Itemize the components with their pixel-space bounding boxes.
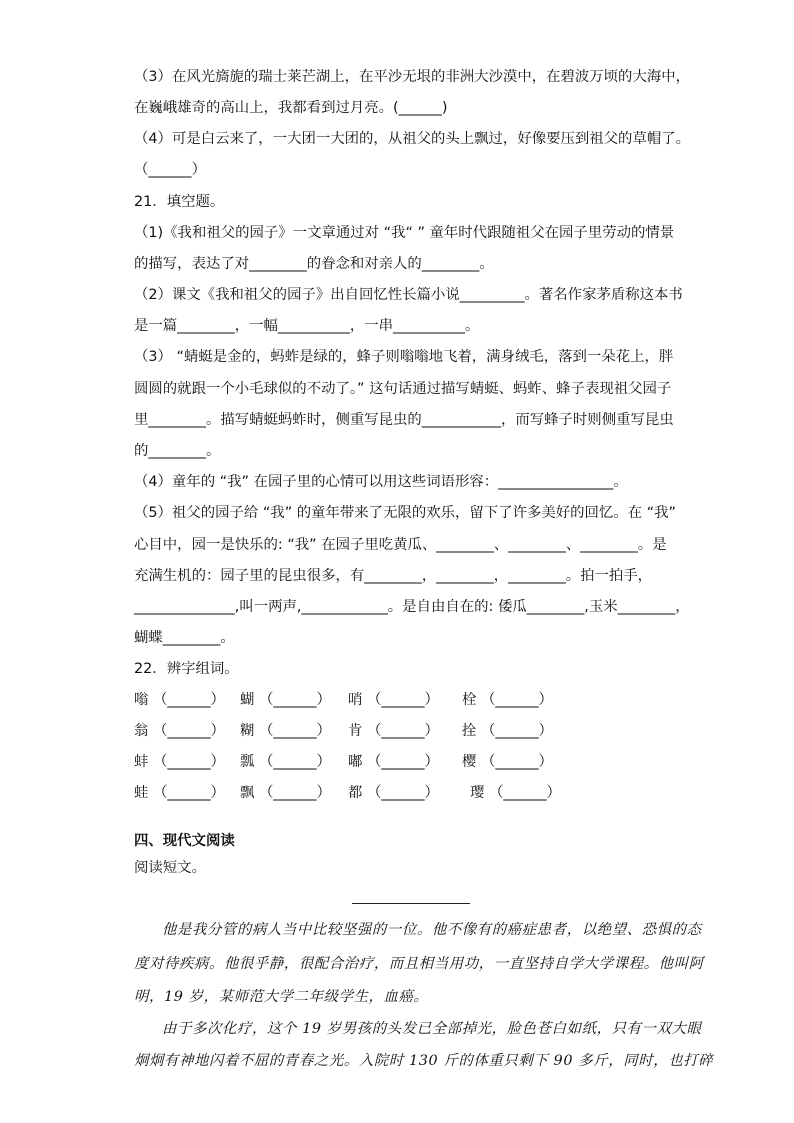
question-21-5-line3: 充满生机的：园子里的昆虫很多，有________，________，________。拍一拍手，	[134, 568, 653, 584]
char-cell	[348, 753, 439, 771]
answer-blank[interactable]: （______）	[152, 692, 225, 708]
answer-blank[interactable]: （______）	[152, 785, 225, 801]
question-21-5-line2: 心目中，园一是快乐的: “我” 在园子里吃黄瓜、________、________、________。是	[134, 537, 667, 553]
char-cell	[240, 784, 331, 802]
question-21-1-line1: （1)《我和祖父的园子》一文章通过对 “我“ ” 童年时代跟随祖父在园子里劳动的情景	[134, 225, 675, 241]
question-20-4-line2: （______）	[134, 162, 206, 178]
char-cell	[348, 691, 439, 709]
answer-blank[interactable]: （______）	[258, 723, 331, 739]
passage-line: 炯炯有神地闪着不屈的青春之光。入院时 130 斤的体重只剩下 90 多斤，同时，也打碎	[134, 1053, 714, 1069]
question-21-5-line4: ______________,叫一两声,____________。是自由自在的: 倭瓜________,玉米________，	[134, 599, 690, 615]
answer-blank[interactable]: （______）	[152, 723, 225, 739]
char-cell	[134, 722, 225, 740]
question-22-title: 22．辨字组词。	[134, 661, 239, 677]
char: 蛙	[134, 785, 149, 801]
char: 肯	[348, 723, 363, 739]
reading-instruction: 阅读短文。	[134, 860, 206, 876]
char-cell	[240, 691, 331, 709]
char: 嗡	[134, 692, 149, 708]
char: 栓	[462, 692, 477, 708]
char: 璎	[470, 785, 485, 801]
char-cell	[462, 691, 553, 709]
title-divider	[352, 903, 470, 904]
answer-blank[interactable]: （______）	[152, 754, 225, 770]
question-21-2-line1: （2）课文《我和祖父的园子》出自回忆性长篇小说_________。著名作家茅盾称这本书	[134, 287, 683, 303]
answer-blank[interactable]: （______）	[258, 754, 331, 770]
char: 糊	[240, 723, 255, 739]
question-21-3-line4: 的________。	[134, 443, 221, 459]
question-20-4-line1: （4）可是白云来了，一大团一大团的，从祖父的头上飘过，好像要压到祖父的草帽了。	[134, 131, 691, 147]
question-21-3-line2: 圆圆的就跟一个小毛球似的不动了。” 这句话通过描写蜻蜓、蚂蚱、蜂子表现祖父园子	[134, 381, 672, 397]
char-cell	[462, 722, 553, 740]
passage-line: 度对待疾病。他很乎静，很配合治疗，而且相当用功，一直坚持自学大学课程。他叫阿	[134, 956, 704, 972]
answer-blank[interactable]: （______）	[258, 692, 331, 708]
question-21-title: 21．填空题。	[134, 194, 225, 210]
char-cell	[348, 722, 439, 740]
char-cell	[470, 784, 561, 802]
char: 蝴	[240, 692, 255, 708]
passage-line: 明，19 岁，某师范大学二年级学生，血癌。	[134, 989, 429, 1005]
char: 翁	[134, 723, 149, 739]
char: 哨	[348, 692, 363, 708]
question-21-1-line2: 的描写，表达了对________的眷念和对亲人的________。	[134, 256, 494, 272]
answer-blank[interactable]: （______）	[366, 723, 439, 739]
char-cell	[134, 691, 225, 709]
answer-blank[interactable]: （______）	[488, 785, 561, 801]
char-cell	[134, 753, 225, 771]
answer-blank[interactable]: （______）	[480, 754, 553, 770]
answer-blank[interactable]: （______）	[366, 785, 439, 801]
char: 拴	[462, 723, 477, 739]
char-cell	[348, 784, 439, 802]
char-cell	[462, 753, 553, 771]
answer-blank[interactable]: （______）	[480, 692, 553, 708]
section-title: 四、现代文阅读	[134, 833, 235, 849]
char: 瓢	[240, 754, 255, 770]
question-21-5-line1: （5）祖父的园子给 “我” 的童年带来了无限的欢乐，留下了许多美好的回忆。在 “我”	[134, 505, 676, 521]
char-cell	[134, 784, 225, 802]
char: 嘟	[348, 754, 363, 770]
passage-line: 他是我分管的病人当中比较坚强的一位。他不像有的癌症患者，以绝望、恐惧的态	[162, 922, 702, 938]
char: 飘	[240, 785, 255, 801]
char: 都	[348, 785, 363, 801]
answer-blank[interactable]: （______）	[366, 754, 439, 770]
char-cell	[240, 722, 331, 740]
question-21-3-line3: 里________。描写蜻蜓蚂蚱时，侧重写昆虫的___________，而写蜂子时则侧重写昆虫	[134, 412, 674, 428]
passage-line: 由于多次化疗，这个 19 岁男孩的头发已全部掉光，脸色苍白如纸，只有一双大眼	[162, 1021, 702, 1037]
char: 樱	[462, 754, 477, 770]
question-20-3-line1: （3）在风光旖旎的瑞士莱芒湖上，在平沙无垠的非洲大沙漠中，在碧波万顷的大海中，	[134, 69, 691, 85]
question-20-3-line2: 在巍峨雄奇的高山上，我都看到过月亮。(______)	[134, 100, 448, 116]
question-21-3-line1: （3） “蜻蜓是金的，蚂蚱是绿的，蜂子则嗡嗡地飞着，满身绒毛，落到一朵花上，胖	[134, 349, 674, 365]
question-21-2-line2: 是一篇________，一幅__________，一串__________。	[134, 318, 480, 334]
char-cell	[240, 753, 331, 771]
answer-blank[interactable]: （______）	[258, 785, 331, 801]
answer-blank[interactable]: （______）	[480, 723, 553, 739]
answer-blank[interactable]: （______）	[366, 692, 439, 708]
char: 蚌	[134, 754, 149, 770]
question-21-5-line5: 蝴蝶________。	[134, 630, 235, 646]
question-21-4-line1: （4）童年的 “我” 在园子里的心情可以用这些词语形容：________________。	[134, 474, 628, 490]
